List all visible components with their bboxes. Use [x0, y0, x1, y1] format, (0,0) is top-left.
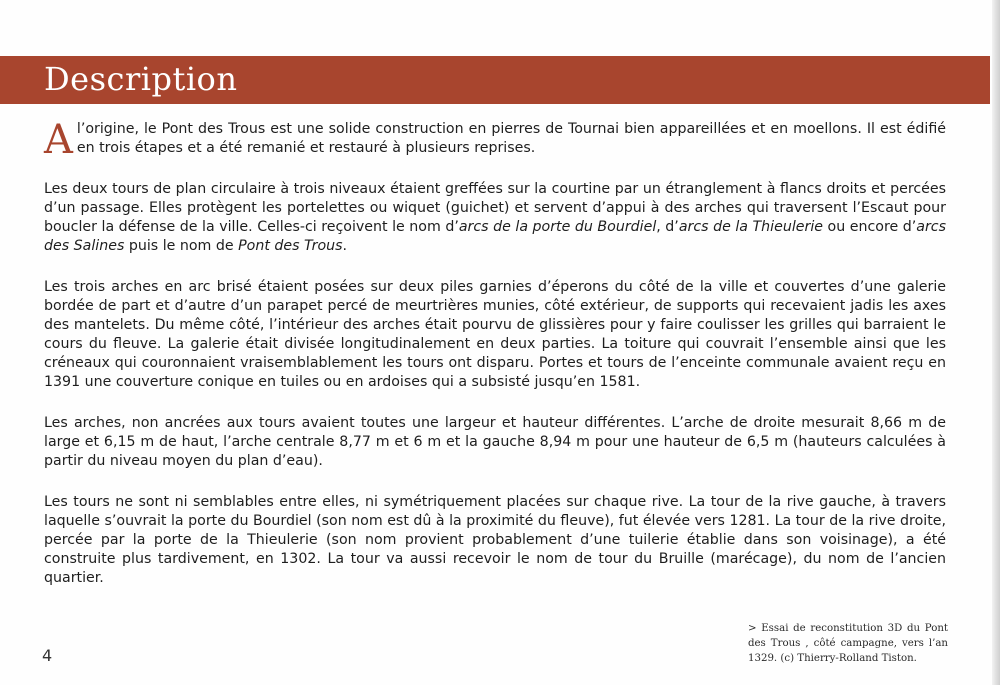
paragraph-1-text: l’origine, le Pont des Trous est une solide construction en pierres de Tournai bien appareillées et en moellons. Il est édifié en trois étapes et a été remanié et restauré à plusieurs reprises.: [76, 121, 946, 156]
section-header-band: [0, 56, 990, 104]
drop-cap: A: [44, 117, 73, 163]
paragraph-2-text-e: .: [342, 238, 348, 254]
paragraph-2-text-d: puis le nom de: [124, 238, 239, 254]
paragraph-1: [44, 117, 946, 163]
paragraph-2-text-a: Les deux tours de plan circulaire à trois niveaux étaient greffées sur la courtine par un étranglement à flancs droits et percées d’un passage. Elles protègent les portelettes ou wiquet (guichet) et servent d’appui à des arches qui traversent l’Escaut pour boucler la défense de la ville. Celles-ci reçoivent le nom d’: [44, 181, 946, 235]
paragraph-5: Les tours ne sont ni semblables entre elles, ni symétriquement placées sur chaque rive. La tour de la rive gauche, à travers laquelle s’ouvrait la porte du Bourdiel (son nom est dû à la proximité du fleuve), fut élevée vers 1281. La tour de la rive droite, percée par la porte de la Thieulerie (son nom provient probablement d’une tuilerie établie dans son voisinage), a été construite plus tardivement, en 1302. La tour va aussi recevoir le nom de tour du Bruille (marécage), du nom de l’ancien quartier.: [44, 494, 946, 586]
section-title: Description: [44, 60, 238, 98]
image-caption: > Essai de reconstitution 3D du Pont des Trous , côté campagne, vers l’an 1329. (c) Thierry-Rolland Tiston.: [748, 623, 948, 664]
paragraph-2-em-4: Pont des Trous: [238, 238, 343, 254]
paragraph-2-em-1: arcs de la porte du Bourdiel: [458, 219, 657, 235]
paragraph-2-em-3: arcs des Salines: [44, 219, 946, 254]
page-number: 4: [42, 646, 53, 665]
paragraph-3: Les trois arches en arc brisé étaient posées sur deux piles garnies d’éperons du côté de la ville et couvertes d’une galerie bordée de part et d’autre d’un parapet percé de meurtrières munies, côté extérieur, de supports qui recevaient jadis les axes des mantelets. Du même côté, l’intérieur des arches était pourvu de glissières pour y faire coulisser les grilles qui barraient le cours du fleuve. La galerie était divisée longitudinalement en deux parties. La toiture qui couvrait l’ensemble ainsi que les créneaux qui couronnaient vraisemblablement les tours ont disparu. Portes et tours de l’enceinte communale avaient reçu en 1391 une couverture conique en tuiles ou en ardoises qui a subsisté jusqu’en 1581.: [44, 279, 946, 390]
paragraph-2: [44, 180, 946, 256]
page-edge: [992, 0, 1000, 685]
paragraph-4: Les arches, non ancrées aux tours avaient toutes une largeur et hauteur différentes. L’arche de droite mesurait 8,66 m de large et 6,15 m de haut, l’arche centrale 8,77 m et 6 m et la gauche 8,94 m pour une hauteur de 6,5 m (hauteurs calculées à partir du niveau moyen du plan d’eau).: [44, 415, 946, 469]
paragraph-2-text-b: , d’: [656, 219, 679, 235]
body-text: [44, 117, 946, 610]
paragraph-2-em-2: arcs de la Thieulerie: [678, 219, 824, 235]
paragraph-2-text-c: ou encore d’: [823, 219, 917, 235]
